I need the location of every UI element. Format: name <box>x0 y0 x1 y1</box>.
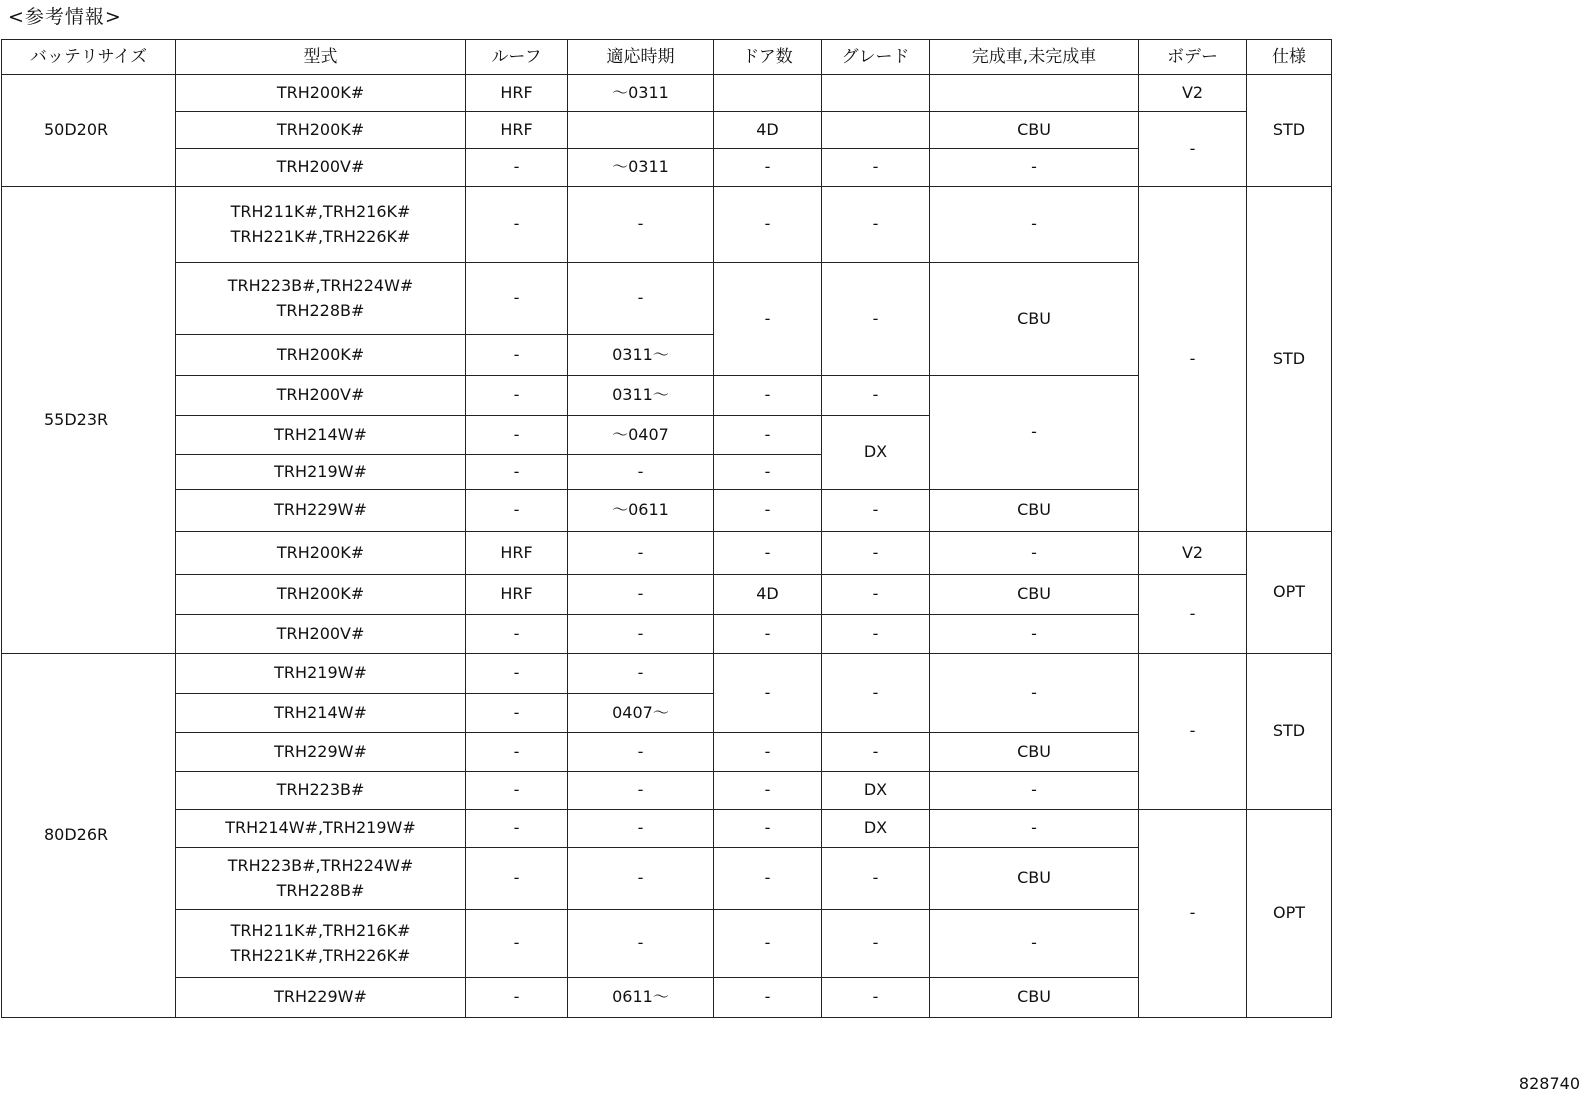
doors-cell: - <box>714 978 822 1018</box>
model-cell: TRH219W# <box>176 455 466 490</box>
period-cell: ～0611 <box>568 490 714 532</box>
table-row <box>2 376 1332 416</box>
completion-cell: - <box>930 149 1139 187</box>
model-cell: TRH214W#,TRH219W# <box>176 810 466 848</box>
table-row <box>2 263 1332 335</box>
period-cell: - <box>568 810 714 848</box>
period-cell: - <box>568 455 714 490</box>
period-cell: - <box>568 654 714 694</box>
doors-cell: - <box>714 733 822 772</box>
doors-cell: - <box>714 376 822 416</box>
table-row <box>2 532 1332 575</box>
body-cell: - <box>1139 575 1247 654</box>
roof-cell: HRF <box>466 532 568 575</box>
roof-cell: - <box>466 848 568 910</box>
completion-cell: CBU <box>930 575 1139 615</box>
doors-cell: - <box>714 532 822 575</box>
doors-cell: - <box>714 615 822 654</box>
doors-cell: - <box>714 910 822 978</box>
table-row <box>2 978 1332 1018</box>
col-header-grade: グレード <box>822 40 930 75</box>
grade-cell: - <box>822 532 930 575</box>
grade-cell: - <box>822 910 930 978</box>
grade-cell: - <box>822 654 930 733</box>
model-cell: TRH229W# <box>176 733 466 772</box>
model-cell: TRH219W# <box>176 654 466 694</box>
table-row <box>2 575 1332 615</box>
completion-cell: CBU <box>930 490 1139 532</box>
roof-cell: - <box>466 376 568 416</box>
doors-cell: - <box>714 810 822 848</box>
table-row <box>2 112 1332 149</box>
completion-cell: - <box>930 772 1139 810</box>
table-row <box>2 733 1332 772</box>
roof-cell: - <box>466 615 568 654</box>
battery-size-cell: 55D23R <box>2 187 176 654</box>
model-cell: TRH200K# <box>176 75 466 112</box>
period-cell: 0407～ <box>568 694 714 733</box>
model-cell: TRH229W# <box>176 978 466 1018</box>
roof-cell: HRF <box>466 112 568 149</box>
period-cell: - <box>568 772 714 810</box>
period-cell: ～0407 <box>568 416 714 455</box>
roof-cell: - <box>466 772 568 810</box>
completion-cell: - <box>930 654 1139 733</box>
period-cell: - <box>568 910 714 978</box>
col-header-roof: ルーフ <box>466 40 568 75</box>
roof-cell: - <box>466 455 568 490</box>
model-cell: TRH229W# <box>176 490 466 532</box>
model-cell: TRH211K#,TRH216K# TRH221K#,TRH226K# <box>176 187 466 263</box>
figure-number: 828740 <box>1518 1074 1580 1093</box>
doors-cell <box>714 75 822 112</box>
model-cell: TRH214W# <box>176 416 466 455</box>
table-row <box>2 615 1332 654</box>
grade-cell: DX <box>822 416 930 490</box>
roof-cell: - <box>466 654 568 694</box>
battery-size-cell: 80D26R <box>2 654 176 1018</box>
completion-cell: CBU <box>930 733 1139 772</box>
table-row <box>2 187 1332 263</box>
period-cell: - <box>568 187 714 263</box>
spec-cell: OPT <box>1247 810 1332 1018</box>
body-cell: V2 <box>1139 532 1247 575</box>
table-row <box>2 848 1332 910</box>
completion-cell: - <box>930 810 1139 848</box>
roof-cell: - <box>466 335 568 376</box>
spec-cell: STD <box>1247 654 1332 810</box>
period-cell: - <box>568 615 714 654</box>
table-row <box>2 490 1332 532</box>
grade-cell: - <box>822 978 930 1018</box>
grade-cell: - <box>822 848 930 910</box>
col-header-period: 適応時期 <box>568 40 714 75</box>
doors-cell: - <box>714 654 822 733</box>
completion-cell: - <box>930 187 1139 263</box>
roof-cell: - <box>466 263 568 335</box>
roof-cell: HRF <box>466 75 568 112</box>
period-cell: ～0311 <box>568 149 714 187</box>
completion-cell: - <box>930 910 1139 978</box>
table-row <box>2 772 1332 810</box>
doors-cell: - <box>714 848 822 910</box>
col-header-battery-size: バッテリサイズ <box>2 40 176 75</box>
completion-cell: CBU <box>930 263 1139 376</box>
model-cell: TRH223B#,TRH224W# TRH228B# <box>176 848 466 910</box>
grade-cell: - <box>822 575 930 615</box>
body-cell: - <box>1139 654 1247 810</box>
model-cell: TRH223B# <box>176 772 466 810</box>
col-header-completion: 完成車,未完成車 <box>930 40 1139 75</box>
model-cell: TRH223B#,TRH224W# TRH228B# <box>176 263 466 335</box>
period-cell: ～0311 <box>568 75 714 112</box>
period-cell: 0311～ <box>568 335 714 376</box>
table-row <box>2 654 1332 694</box>
period-cell: - <box>568 263 714 335</box>
completion-cell: CBU <box>930 848 1139 910</box>
doors-cell: - <box>714 187 822 263</box>
model-cell: TRH200K# <box>176 335 466 376</box>
col-header-model: 型式 <box>176 40 466 75</box>
model-cell: TRH200V# <box>176 149 466 187</box>
roof-cell: - <box>466 978 568 1018</box>
page-heading: <参考情報> <box>8 6 122 28</box>
doors-cell: - <box>714 455 822 490</box>
roof-cell: - <box>466 694 568 733</box>
spec-cell: OPT <box>1247 532 1332 654</box>
table-row <box>2 75 1332 112</box>
doors-cell: - <box>714 490 822 532</box>
completion-cell <box>930 75 1139 112</box>
model-cell: TRH200V# <box>176 376 466 416</box>
roof-cell: HRF <box>466 575 568 615</box>
doors-cell: 4D <box>714 575 822 615</box>
doors-cell: - <box>714 149 822 187</box>
grade-cell <box>822 112 930 149</box>
period-cell <box>568 112 714 149</box>
body-cell: - <box>1139 187 1247 532</box>
completion-cell: CBU <box>930 978 1139 1018</box>
grade-cell: - <box>822 733 930 772</box>
model-cell: TRH200K# <box>176 112 466 149</box>
model-cell: TRH200K# <box>176 532 466 575</box>
model-cell: TRH214W# <box>176 694 466 733</box>
model-cell: TRH200V# <box>176 615 466 654</box>
period-cell: - <box>568 848 714 910</box>
roof-cell: - <box>466 149 568 187</box>
header-row <box>2 40 1332 75</box>
grade-cell: - <box>822 615 930 654</box>
roof-cell: - <box>466 490 568 532</box>
table-row <box>2 149 1332 187</box>
col-header-doors: ドア数 <box>714 40 822 75</box>
doors-cell: - <box>714 263 822 376</box>
grade-cell: DX <box>822 772 930 810</box>
col-header-body: ボデー <box>1139 40 1247 75</box>
body-cell: V2 <box>1139 75 1247 112</box>
spec-cell: STD <box>1247 75 1332 187</box>
period-cell: 0611～ <box>568 978 714 1018</box>
battery-size-cell: 50D20R <box>2 75 176 187</box>
model-cell: TRH211K#,TRH216K# TRH221K#,TRH226K# <box>176 910 466 978</box>
spec-cell: STD <box>1247 187 1332 532</box>
doors-cell: 4D <box>714 112 822 149</box>
completion-cell: - <box>930 376 1139 490</box>
model-cell: TRH200K# <box>176 575 466 615</box>
grade-cell: - <box>822 187 930 263</box>
roof-cell: - <box>466 733 568 772</box>
period-cell: 0311～ <box>568 376 714 416</box>
completion-cell: - <box>930 532 1139 575</box>
table-row <box>2 910 1332 978</box>
roof-cell: - <box>466 416 568 455</box>
grade-cell: - <box>822 376 930 416</box>
period-cell: - <box>568 532 714 575</box>
body-cell: - <box>1139 810 1247 1018</box>
grade-cell: DX <box>822 810 930 848</box>
col-header-spec: 仕様 <box>1247 40 1332 75</box>
completion-cell: CBU <box>930 112 1139 149</box>
completion-cell: - <box>930 615 1139 654</box>
period-cell: - <box>568 733 714 772</box>
grade-cell: - <box>822 149 930 187</box>
doors-cell: - <box>714 772 822 810</box>
grade-cell <box>822 75 930 112</box>
battery-reference-table <box>1 39 1332 1018</box>
doors-cell: - <box>714 416 822 455</box>
roof-cell: - <box>466 187 568 263</box>
grade-cell: - <box>822 490 930 532</box>
roof-cell: - <box>466 910 568 978</box>
grade-cell: - <box>822 263 930 376</box>
table-row <box>2 810 1332 848</box>
period-cell: - <box>568 575 714 615</box>
body-cell: - <box>1139 112 1247 187</box>
roof-cell: - <box>466 810 568 848</box>
